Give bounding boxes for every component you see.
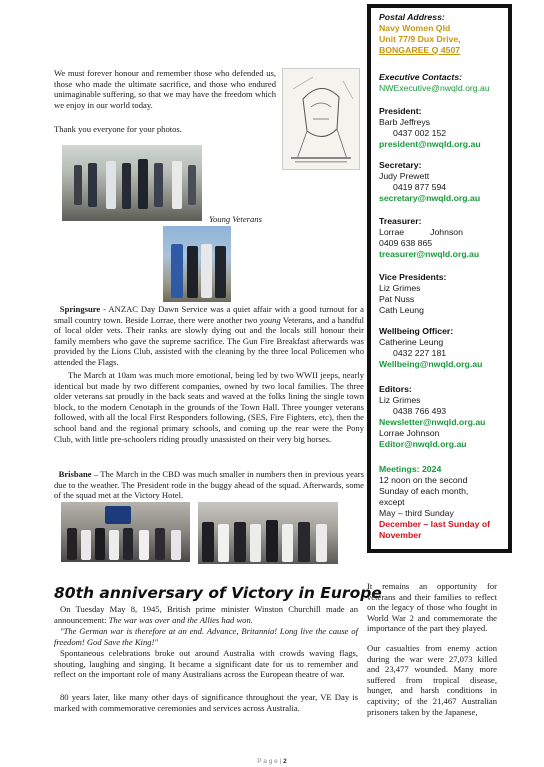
vice-president-1: Liz Grimes <box>379 283 421 293</box>
editor-1-phone: 0438 766 493 <box>393 406 447 416</box>
article-right-paragraph-1: It remains an opportunity for veterans and their families to reflect on the legacy of those who fought in World War 2 and commemorate the importance of the part they played. <box>367 581 497 634</box>
page-number: 2 <box>283 758 287 765</box>
president-email-link[interactable]: president@nwqld.org.au <box>379 139 481 149</box>
treasurer-first-name: Lorrae <box>379 227 405 237</box>
secretary-email-link[interactable]: secretary@nwqld.org.au <box>379 193 481 203</box>
treasurer-block <box>379 216 504 260</box>
page-separator: | <box>277 758 284 765</box>
article-title: 80th anniversary of Victory in Europe <box>54 584 382 602</box>
wellbeing-email-link[interactable]: Wellbeing@nwqld.org.au <box>379 359 483 369</box>
springsure-text-1: - ANZAC Day Dawn Service was a quiet affair with a good turnout for a small country town. Beside Lorrae, there were another two <box>54 304 365 325</box>
brisbane-text: – The March in the CBD was much smaller in numbers then in previous years due to the weather. The President rode in the buggy ahead of the squad. Afterwards, some of the squad met at the Victory Hotel. <box>54 469 365 501</box>
wellbeing-phone: 0432 227 181 <box>393 348 447 358</box>
young-veterans-caption: Young Veterans <box>209 214 262 224</box>
intro-paragraph: We must forever honour and remember those who defended us, those who made the ultimate sacrifice, and those who endured unimaginable suffering, so that we may have the freedom which we enjoy in our world today. <box>54 68 276 110</box>
secretary-phone: 0419 877 594 <box>393 182 447 192</box>
treasurer-email-link[interactable]: treasurer@nwqld.org.au <box>379 249 480 259</box>
newsletter-email-link[interactable]: Newsletter@nwqld.org.au <box>379 417 486 427</box>
editor-1-name: Liz Grimes <box>379 395 421 405</box>
springsure-march-paragraph: The March at 10am was much more emotional, being led by two WWII jeeps, nearly identical but made by two different companies, owned by two local families. The three older veterans sat proudly in the back seats and waved at the folks lining the single town block, to the modern Cenotaph in the grounds of the Town Hall. Three younger veterans followed, with all the local First Responders following, (SES, Fire Fighters, etc), then the school band and the regional primary schools, and coming up the rear were the Pony Club, with little pre-schoolers riding proudly unassisted on their very big horses. <box>54 370 364 444</box>
executive-label: Executive Contacts: <box>379 72 463 82</box>
article-p1-text: On Tuesday May 8, 1945, British prime minister Winston Churchill made an announcement: <box>54 604 358 625</box>
president-block <box>379 106 504 150</box>
vice-presidents-block <box>379 272 504 316</box>
vice-president-2: Pat Nuss <box>379 294 415 304</box>
treasurer-phone: 0409 638 865 <box>379 238 433 248</box>
treasurer-label: Treasurer: <box>379 216 422 226</box>
secretary-block <box>379 160 504 204</box>
brisbane-photo-right <box>198 502 338 564</box>
brisbane-lead: Brisbane <box>58 469 92 479</box>
march-photo <box>62 145 202 221</box>
soldier-sketch-image <box>282 68 360 170</box>
treasurer-last-name: Johnson <box>430 227 463 237</box>
treasurer-name <box>379 227 504 238</box>
postal-block <box>379 12 504 56</box>
vice-president-3: Cath Leung <box>379 305 424 315</box>
postal-line-3: BONGAREE Q 4507 <box>379 45 461 55</box>
wellbeing-label: Wellbeing Officer: <box>379 326 454 336</box>
page-footer <box>0 758 544 765</box>
young-veterans-photo <box>163 226 231 302</box>
springsure-lead: Springsure <box>59 304 101 314</box>
meetings-line-2: Sunday of each month, <box>379 486 469 496</box>
meetings-line-1: 12 noon on the second <box>379 475 468 485</box>
secretary-name: Judy Prewett <box>379 171 430 181</box>
wellbeing-name: Catherine Leung <box>379 337 444 347</box>
meetings-block <box>379 464 504 541</box>
vice-presidents-label: Vice Presidents: <box>379 272 447 282</box>
page-label: P a g e <box>257 758 278 765</box>
meetings-line-4: May – third Sunday <box>379 508 454 518</box>
editor-email-link[interactable]: Editor@nwqld.org.au <box>379 439 467 449</box>
wellbeing-block <box>379 326 504 370</box>
editors-label: Editors: <box>379 384 412 394</box>
brisbane-paragraph <box>54 469 364 501</box>
brisbane-photo-left <box>61 502 190 562</box>
contacts-sidebar <box>367 4 512 553</box>
article-paragraph-2: Spontaneous celebrations broke out around Australia with crowds waving flags, shouting, laughing and singing. It became a significant date for us to remember and reflect on the important role of many Australians across the European theatre of war. <box>54 648 358 680</box>
president-name: Barb Jeffreys <box>379 117 431 127</box>
postal-line-2: Unit 77/9 Dux Drive, <box>379 34 461 44</box>
article-paragraph-3: 80 years later, like many other days of significance throughout the year, VE Day is marked with commemorative ceremonies and services across Australia. <box>54 692 358 713</box>
postal-line-1: Navy Women Qld <box>379 23 451 33</box>
thanks-paragraph: Thank you everyone for your photos. <box>54 124 182 134</box>
meetings-december-line-2: November <box>379 530 422 540</box>
meetings-label: Meetings: 2024 <box>379 464 442 474</box>
meetings-december-line-1: December – last Sunday of <box>379 519 491 529</box>
president-phone: 0437 002 152 <box>393 128 447 138</box>
postal-label: Postal Address: <box>379 12 445 22</box>
president-label: President: <box>379 106 422 116</box>
executive-email-link[interactable]: NWExecutive@nwqld.org.au <box>379 83 490 93</box>
springsure-paragraph <box>54 304 364 368</box>
springsure-text-2: Veterans, and a handful of local older vets. Their ranks are slowly dying out and the locals still honour their family members who gave the supreme sacrifice. The Gun Fire Breakfast afterwards was provided by the Lions Club, assisted with the cleaning by the three local Policemen who attended the Flags. <box>54 314 364 367</box>
article-p1-italic: The war was over and the Allies had won. <box>108 614 253 625</box>
springsure-young-italic: young <box>259 314 281 325</box>
article-paragraph-1 <box>54 604 358 625</box>
editor-2-name: Lorrae Johnson <box>379 428 440 438</box>
executive-block <box>379 72 504 94</box>
editors-block <box>379 384 504 450</box>
secretary-label: Secretary: <box>379 160 422 170</box>
article-right-paragraph-2: Our casualties from enemy action during the war were 27,073 killed and 23,477 wounded. Many more suffered from tropical disease, hunger, and harsh conditions in captivity; of the 21,467 Australian prisoners taken by the Japanese, <box>367 643 497 717</box>
meetings-line-3: except <box>379 497 405 507</box>
churchill-quote: "The German war is therefore at an end. Advance, Britannia! Long live the cause of freedom! God Save the King!" <box>54 626 358 647</box>
